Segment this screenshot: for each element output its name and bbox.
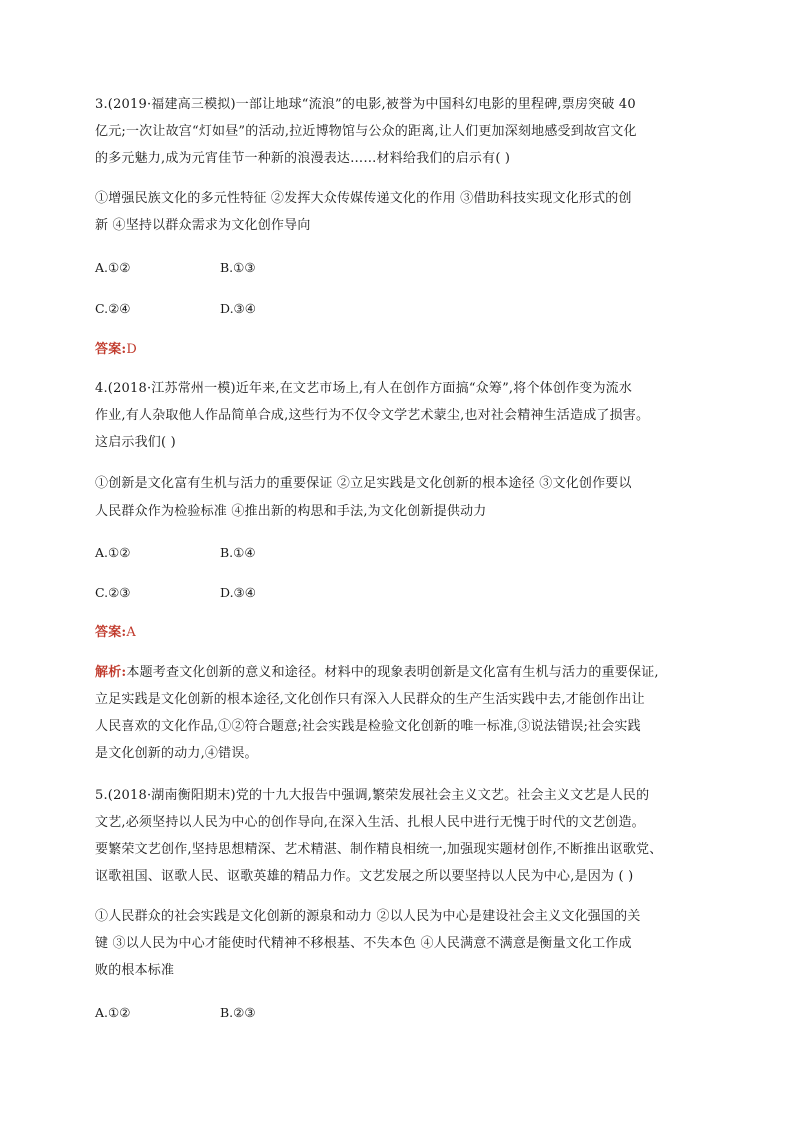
question-5-line-1: 5.(2018·湖南衡阳期末)党的十九大报告中强调,繁荣发展社会主义文艺。社会主义文艺是人民的 xyxy=(95,788,650,803)
question-3-option-a: A.①② xyxy=(95,260,131,275)
question-4-analysis-line-2: 立足实践是文化创新的根本途径,文化创作只有深入人民群众的生产生活实践中去,才能创作出让 xyxy=(95,692,645,707)
question-5-line-2: 文艺,必须坚持以人民为中心的创作导向,在深入生活、扎根人民中进行无愧于时代的文艺创造。 xyxy=(95,815,645,830)
question-5-statement-line-2: 键 ③以人民为中心才能使时代精神不移根基、不失本色 ④人民满意不满意是衡量文化工作成 xyxy=(95,936,632,951)
analysis-text: 本题考查文化创新的意义和途径。材料中的现象表明创新是文化富有生机与活力的重要保证, xyxy=(126,665,659,680)
question-3-line-1: 3.(2019·福建高三模拟)一部让地球“流浪”的电影,被誉为中国科幻电影的里程碑,票房突破 40 xyxy=(95,97,636,112)
question-4-analysis-line-4: 是文化创新的动力,④错误。 xyxy=(95,746,258,761)
question-5-option-a: A.①② xyxy=(95,1005,131,1020)
question-5-statement-line-1: ①人民群众的社会实践是文化创新的源泉和动力 ②以人民为中心是建设社会主义文化强国的关 xyxy=(95,909,641,924)
question-5-statement-line-3: 败的根本标准 xyxy=(95,963,175,978)
question-3-line-3: 的多元魅力,成为元宵佳节一种新的浪漫表达……材料给我们的启示有( ) xyxy=(95,151,511,166)
question-4-option-b: B.①④ xyxy=(220,545,256,560)
question-4-option-c: C.②③ xyxy=(95,585,131,600)
answer-label: 答案: xyxy=(95,342,127,357)
question-4-option-d: D.③④ xyxy=(220,585,256,600)
answer-value: A xyxy=(126,625,136,640)
analysis-label: 解析: xyxy=(95,665,127,680)
question-4-option-a: A.①② xyxy=(95,545,131,560)
question-5-line-4: 讴歌祖国、讴歌人民、讴歌英雄的精品力作。文艺发展之所以要坚持以人民为中心,是因为 ( ) xyxy=(95,869,634,884)
answer-label: 答案: xyxy=(95,625,127,640)
question-3-option-b: B.①③ xyxy=(220,260,256,275)
question-4-analysis-line-3: 人民喜欢的文化作品,①②符合题意;社会实践是检验文化创新的唯一标准,③说法错误;社会实践 xyxy=(95,719,641,734)
question-3-option-d: D.③④ xyxy=(220,301,256,316)
question-3-answer xyxy=(95,340,137,360)
question-3-statement-line-2: 新 ④坚持以群众需求为文化创作导向 xyxy=(95,218,311,233)
question-5-option-b: B.②③ xyxy=(220,1005,256,1020)
question-4-statement-line-1: ①创新是文化富有生机与活力的重要保证 ②立足实践是文化创新的根本途径 ③文化创作要以 xyxy=(95,476,632,491)
question-4-line-1: 4.(2018·江苏常州一模)近年来,在文艺市场上,有人在创作方面搞“众筹”,将个体创作变为流水 xyxy=(95,381,633,396)
question-4-analysis-line-1 xyxy=(95,663,659,683)
question-5-line-3: 要繁荣文艺创作,坚持思想精深、艺术精湛、制作精良相统一,加强现实题材创作,不断推出讴歌党、 xyxy=(95,842,663,857)
answer-value: D xyxy=(126,342,138,357)
question-3-option-c: C.②④ xyxy=(95,301,131,316)
question-4-statement-line-2: 人民群众作为检验标准 ④推出新的构思和手法,为文化创新提供动力 xyxy=(95,504,487,519)
question-3-statement-line-1: ①增强民族文化的多元性特征 ②发挥大众传媒传递文化的作用 ③借助科技实现文化形式的创 xyxy=(95,191,632,206)
question-4-line-2: 作业,有人杂取他人作品简单合成,这些行为不仅令文学艺术蒙尘,也对社会精神生活造成了损害。 xyxy=(95,408,650,423)
question-4-answer xyxy=(95,623,136,643)
question-3-line-2: 亿元;一次让故宫“灯如昼”的活动,拉近博物馆与公众的距离,让人们更加深刻地感受到故宫文化 xyxy=(95,124,637,139)
question-4-line-3: 这启示我们( ) xyxy=(95,435,176,450)
